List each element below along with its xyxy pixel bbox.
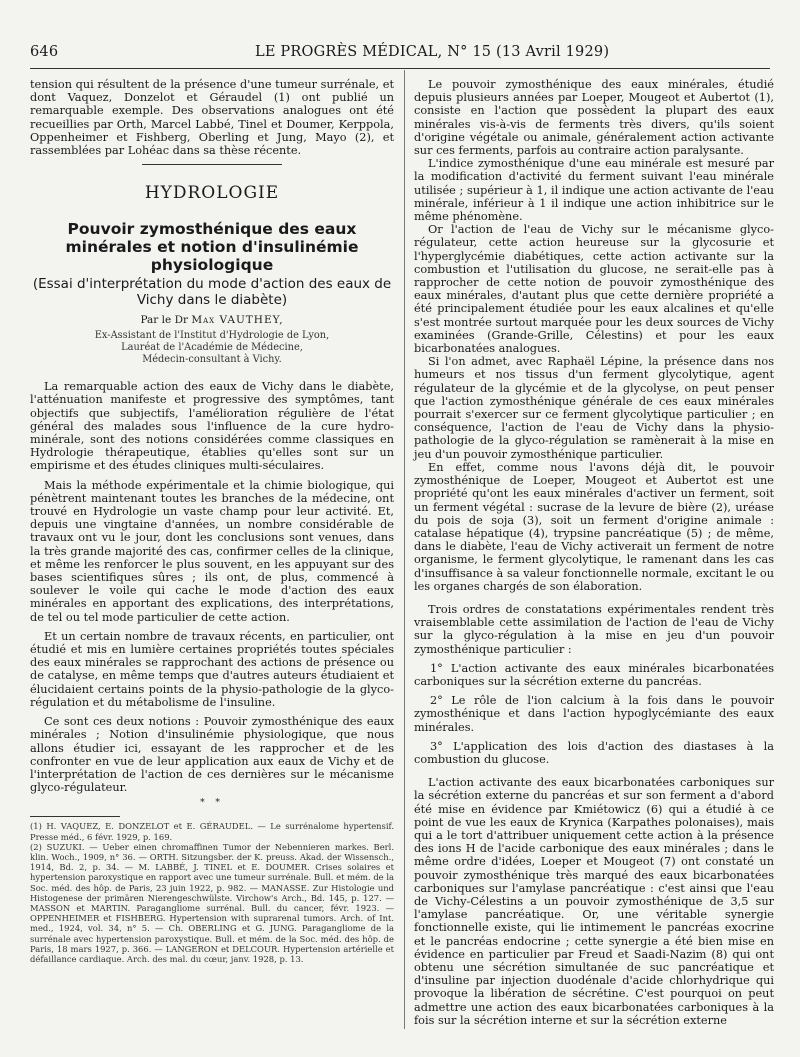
article-subtitle: (Essai d'interprétation du mode d'action des eaux de Vichy dans le diabète) (32, 276, 392, 309)
byline (30, 314, 394, 326)
body-paragraph: Le pouvoir zymosthénique des eaux minérales, étudié depuis plusieurs années par Loeper, Mougeot et Aubertot (1), consiste en l'action que possèdent la plupart des eaux minérales vis-à-vis de ferments très divers, qu'ils soient d'origine végétale ou animale, généralement action activante sur ces ferments, parfois au contraire action paralysante. (414, 78, 774, 158)
author-name: Max VAUTHEY, (191, 314, 284, 327)
body-paragraph: En effet, comme nous l'avons déjà dit, le pouvoir zymosthénique de Loeper, Mougeot et Aubertot est une propriété qu'ont les eaux minérales d'activer un ferment, soit un ferment végétal : sucrase de la levure de bière (2), uréase du pois de soja (3), soit un ferment d'origine animale : catalase hépatique (4), trypsine pancréatique (5) ; de même, dans le diabète, l'eau de Vichy activerait un ferment de notre organisme, le ferment glycolytique, le ramenant dans les cas d'insuffisance à sa valeur fonctionnelle normale, excitant le ou les organes chargés de son élaboration. (414, 460, 774, 593)
header-rule (30, 68, 770, 69)
affiliation-line: Ex-Assistant de l'Institut d'Hydrologie de Lyon, (94, 330, 330, 342)
left-column (30, 78, 394, 964)
body-paragraph: L'indice zymosthénique d'une eau minérale est mesuré par la modification d'activité du ferment suivant l'eau minérale utilisée ; supérieur à 1, il indique une action activante de l'eau minérale, inférieur à 1 il indique une action inhibitrice sur le même phénomène. (414, 157, 774, 224)
footnotes (30, 821, 394, 964)
section-divider (142, 164, 282, 165)
body-paragraph: L'action activante des eaux bicarbonatées carboniques sur la sécrétion externe du pancréas et sur son ferment a d'abord été mise en évidence par Kmiétowicz (6) qui a étudié à ce point de vue les eaux de Krynica (Karpathes polonaises), mais qui a le tort d'attribuer uniquement cette action à la présence des ions H de l'acide carbonique des eaux minérales ; dans le même ordre d'idées, Loeper et Mougeot (7) ont constaté un pouvoir zymosthénique très marqué des eaux bicarbonatées carboniques sur l'amylase pancréatique : c'est ainsi que l'eau de Vichy-Célestins a un pouvoir zymosthénique de 3,5 sur l'amylase pancréatique. Or, une véritable synergie fonctionnelle existe, qui lie intimement le pancréas exocrine et le pancréas endocrine ; cette synergie a été bien mise en évidence en particulier par Freud et Saadi-Nazim (8) qui ont obtenu une sécrétion simultanée de suc pancréatique et d'insuline par injection duodénale d'acide chlorhydrique qui provoque la libération de sécrétine. C'est pourquoi on peut admettre une action des eaux bicarbonatées carboniques à la fois sur la sécrétion interne et sur la sécrétion externe (414, 776, 774, 1027)
running-title: LE PROGRÈS MÉDICAL, N° 15 (13 Avril 1929) (255, 44, 610, 60)
author-affiliation (30, 330, 394, 366)
body-paragraph: Et un certain nombre de travaux récents, en particulier, ont étudié et mis en lumière certaines propriétés toutes spéciales des eaux minérales se rapprochant des actions de présence ou de catalyse, en même temps que d'autres auteurs étudiaient et élucidaient certains points de la physio-pathologie de la glyco-régulation et du métabolisme de l'insuline. (30, 629, 394, 709)
asterism: * * (200, 798, 224, 809)
footnote: (2) SUZUKI. — Ueber einen chromaffinen Tumor der Nebennieren markes. Berl. klin. Woch., 1909, n° 36. — ORTH. Sitzungsber. der K. preuss. Akad. der Wissensch., 1914, Bd. 2, p. 34. — M. LABBÉ, J. TINEL et E. DOUMER. Crises solaires et hypertension paroxystique en rapport avec une tumeur surrénale. Bull. et mém. de la Soc. méd. des hôp. de Paris, 23 juin 1922, p. 982. — MANASSE. Zur Histologie und Histogenese der primären Nierengeschwülste. Virchow's Arch., Bd. 145, p. 127. — MASSON et MARTIN. Paragangliome surrénal. Bull. du cancer, févr. 1923. — OPPENHEIMER et FISHBERG. Hypertension with suprarenal tumors. Arch. of Int. med., 1924, vol. 34, n° 5. — Ch. OBERLING et G. JUNG. Paragangliome de la surrénale avec hypertension paroxystique. Bull. et mém. de la Soc. méd. des hôp. de Paris, 18 mars 1927, p. 366. — LANGERON et DELCOUR. Hypertension artérielle et défaillance cardiaque. Arch. des mal. du cœur, janv. 1928, p. 13. (30, 841, 394, 964)
affiliation-line: Lauréat de l'Académie de Médecine, (121, 342, 303, 354)
body-paragraph: Trois ordres de constatations expérimentales rendent très vraisemblable cette assimilation de l'action de l'eau de Vichy sur la glyco-régulation à la mise en jeu d'un pouvoir zymosthénique particulier : (414, 602, 774, 656)
affiliation-line: Médecin-consultant à Vichy. (142, 354, 282, 366)
list-item: 3° L'application des lois d'action des diastases à la combustion du glucose. (414, 739, 774, 766)
body-paragraph: Si l'on admet, avec Raphaël Lépine, la présence dans nos humeurs et nos tissus d'un ferment glycolytique, agent régulateur de la glycémie et de la glycolyse, on peut penser que l'action zymosthénique générale de ces eaux minérales pourrait s'exercer sur ce ferment glycolytique particulier ; en conséquence, l'action de l'eau de Vichy dans la physio-pathologie de la glyco-régulation se ramènerait à la mise en jeu d'un pouvoir zymosthénique particulier. (414, 355, 774, 461)
body-paragraph: Mais la méthode expérimentale et la chimie biologique, qui pénètrent maintenant toutes les branches de la médecine, ont trouvé en Hydrologie un vaste champ pour leur activité. Et, depuis une vingtaine d'années, un nombre considérable de travaux ont vu le jour, dont les conclusions sont venues, dans la très grande majorité des cas, confirmer celles de la clinique, et même les renforcer le plus souvent, en les appuyant sur des bases scientifiques sûres ; ils ont, de plus, commencé à soulever le voile qui cache le mode d'action des eaux minérales en apportant des explications, des interprétations, de tel ou tel mode particulier de cette action. (30, 478, 394, 624)
section-title: HYDROLOGIE (144, 183, 280, 204)
body-paragraph: Ce sont ces deux notions : Pouvoir zymosthénique des eaux minérales ; Notion d'insulinémie physiologique, que nous allons étudier ici, essayant de les rapprocher et de les confronter en vue de leur application aux eaux de Vichy et de l'interprétation de l'action de ces dernières sur le mécanisme glyco-régulateur. (30, 715, 394, 795)
list-item: 2° Le rôle de l'ion calcium à la fois dans le pouvoir zymosthénique et dans l'action hypoglycémiante des eaux minérales. (414, 694, 774, 734)
byline-prefix: Par le Dr (140, 314, 189, 327)
article-title: Pouvoir zymosthénique des eaux minérales et notion d'insulinémie physiologique (65, 220, 359, 275)
right-column (414, 78, 774, 1027)
continued-paragraph: tension qui résultent de la présence d'une tumeur surrénale, et dont Vaquez, Donzelot et Géraudel (1) ont publié un remarquable exemple. Des observations analogues ont été recueillies par Orth, Marcel Labbé, Tinel et Doumer, Kerppola, Oppenheimer et Fishberg, Oberling et Jung, Mayo (2), et rassemblées par Lohéac dans sa thèse récente. (30, 78, 394, 158)
list-item: 1° L'action activante des eaux minérales bicarbonatées carboniques sur la sécrétion externe du pancréas. (414, 661, 774, 688)
body-paragraph: La remarquable action des eaux de Vichy dans le diabète, l'atténuation manifeste et progressive des symptômes, tant objectifs que subjectifs, l'amélioration régulière de l'état général des malades sous l'influence de la cure hydro-minérale, sont des notions considérées comme classiques en Hydrologie thérapeutique, établies qu'elles sont sur un empirisme et des études cliniques multi-séculaires. (30, 380, 394, 473)
page-header (30, 44, 770, 66)
footnote-rule (30, 816, 120, 817)
page-number: 646 (30, 44, 59, 60)
body-paragraph: Or l'action de l'eau de Vichy sur le mécanisme glyco-régulateur, cette action heureuse sur la glycosurie et l'hyperglycémie diabétiques, cette action activante sur la combustion et l'utilisation du glucose, ne serait-elle pas à rapprocher de cette notion de pouvoir zymosthénique des eaux minérales, d'autant plus que cette dernière propriété a été principalement étudiée pour les eaux alcalines et qu'elle s'est montrée surtout marquée pour les deux sources de Vichy examinées (Grande-Grille, Célestins) et pour les eaux bicarbonatées analogues. (414, 223, 774, 356)
footnote: (1) H. VAQUEZ, E. DONZELOT et E. GÉRAUDEL. — Le surrénalome hypertensif. Presse méd., 6 févr. 1929, p. 169. (30, 821, 394, 842)
column-divider (404, 70, 405, 1029)
